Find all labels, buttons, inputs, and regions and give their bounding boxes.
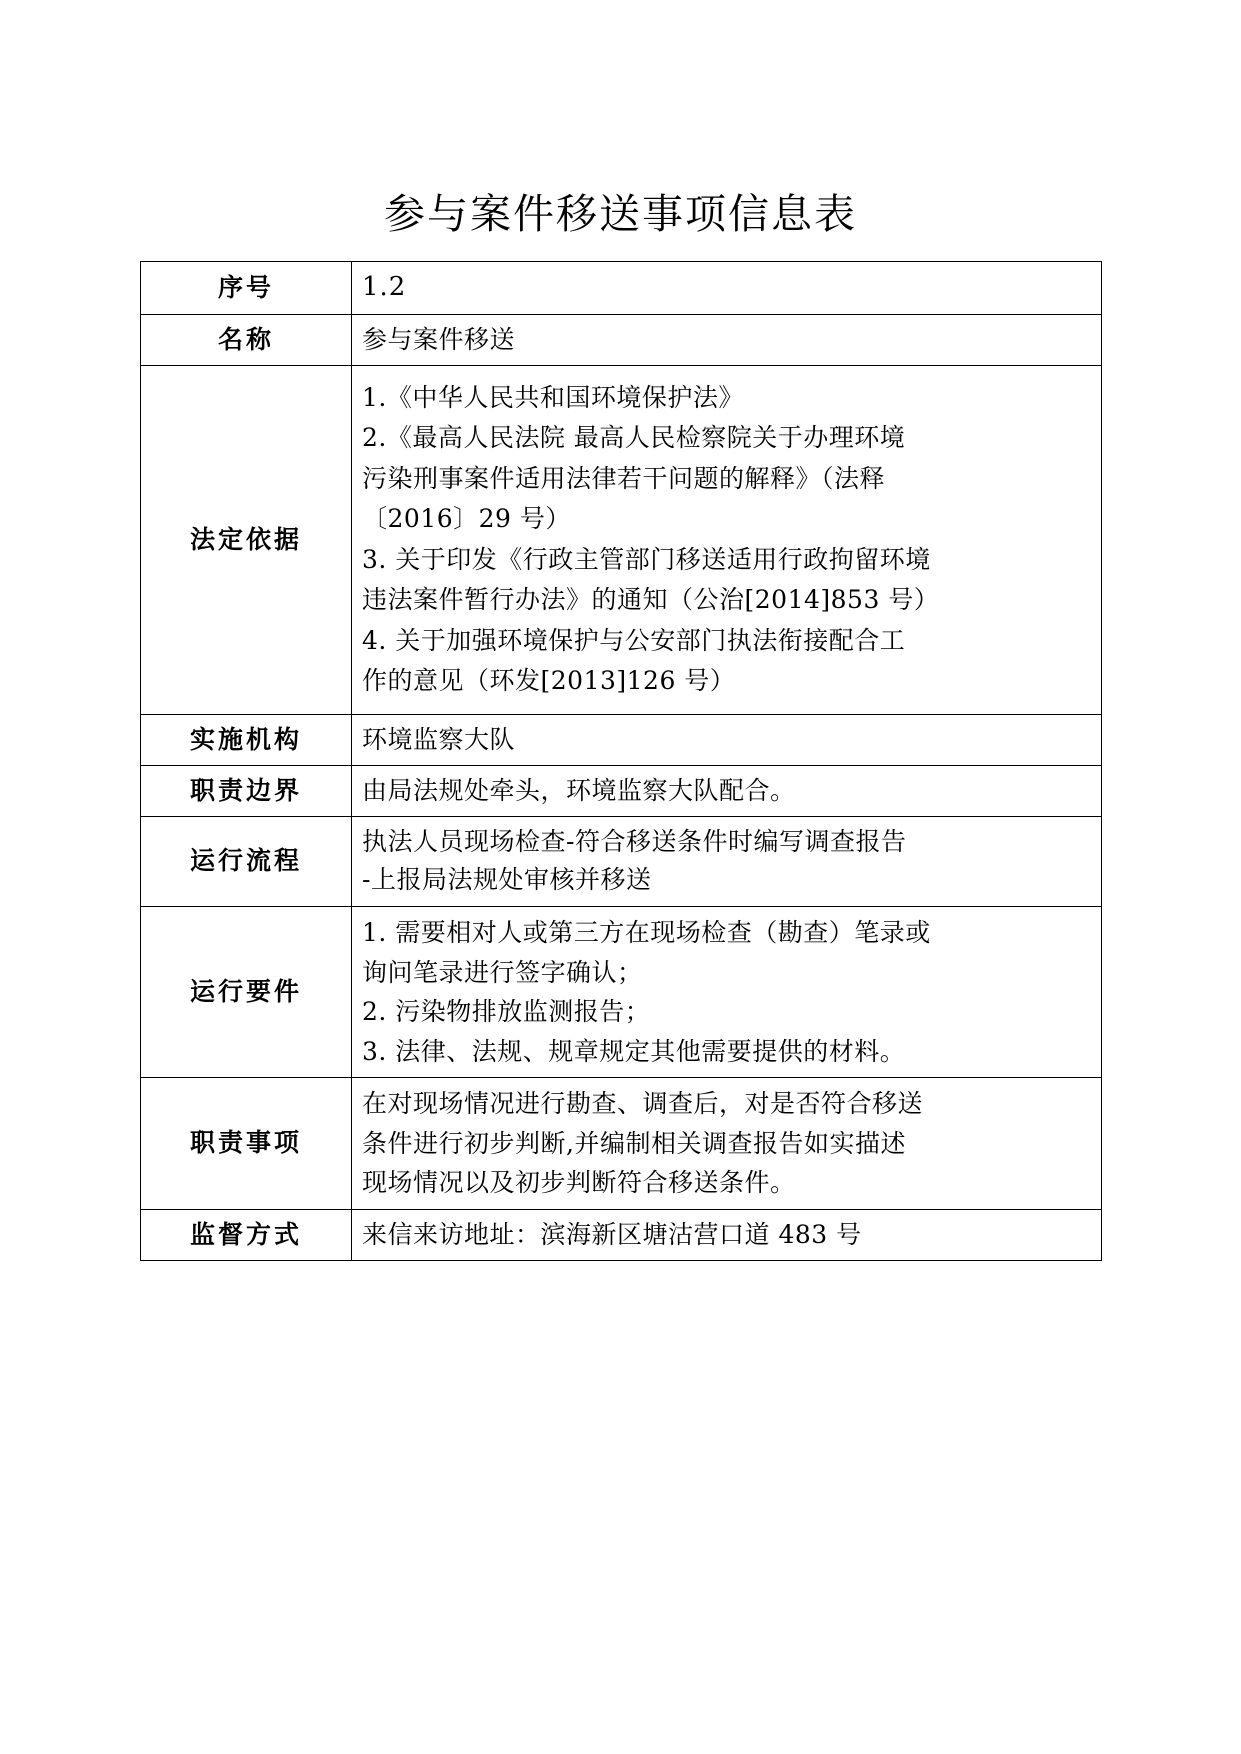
text-line: 违法案件暂行办法》的通知（公治[2014]853 号） — [362, 585, 940, 615]
row-label-name: 名称 — [141, 314, 352, 365]
row-label-supervision-method: 监督方式 — [141, 1209, 352, 1260]
text-line: 作的意见（环发[2013]126 号） — [362, 666, 736, 696]
text-line: 询问笔录进行签字确认； — [362, 957, 643, 987]
table-row — [141, 714, 1102, 765]
text-line: 污染刑事案件适用法律若干问题的解释》（法释 — [362, 463, 886, 493]
text-line: 1. 需要相对人或第三方在现场检查（勘查）笔录或 — [362, 918, 931, 948]
row-label-sequence: 序号 — [141, 262, 352, 315]
text-line: 现场情况以及初步判断符合移送条件。 — [362, 1168, 796, 1198]
row-label-duty-boundary: 职责边界 — [141, 765, 352, 816]
text-line: 3. 关于印发《行政主管部门移送适用行政拘留环境 — [362, 544, 931, 574]
case-transfer-info-table — [140, 261, 1102, 1261]
text-line: 执法人员现场检查-符合移送条件时编写调查报告 — [362, 826, 907, 856]
row-label-implementing-agency: 实施机构 — [141, 714, 352, 765]
row-value-implementing-agency — [352, 714, 1102, 765]
text-line: 由局法规处牵头，环境监察大队配合。 — [362, 775, 796, 805]
row-label-operation-requirements: 运行要件 — [141, 907, 352, 1078]
text-line: 1.《中华人民共和国环境保护法》 — [362, 382, 744, 412]
table-row — [141, 816, 1102, 907]
text-line: -上报局法规处审核并移送 — [362, 865, 652, 895]
text-line: 〔2016〕29 号） — [362, 504, 571, 534]
row-value-supervision-method — [352, 1209, 1102, 1260]
text-line: 在对现场情况进行勘查、调查后，对是否符合移送 — [362, 1089, 924, 1119]
row-value-sequence — [352, 262, 1102, 315]
text-line: 条件进行初步判断,并编制相关调查报告如实描述 — [362, 1128, 906, 1158]
text-line: 1.2 — [362, 272, 407, 303]
text-line: 4. 关于加强环境保护与公安部门执法衔接配合工 — [362, 625, 906, 655]
row-value-operation-flow — [352, 816, 1102, 907]
table-row — [141, 1078, 1102, 1210]
table-row — [141, 262, 1102, 315]
row-value-name — [352, 314, 1102, 365]
table-row — [141, 314, 1102, 365]
text-line: 环境监察大队 — [362, 724, 516, 754]
row-label-legal-basis: 法定依据 — [141, 365, 352, 714]
row-value-duty-items — [352, 1078, 1102, 1210]
table-row — [141, 907, 1102, 1078]
row-value-duty-boundary — [352, 765, 1102, 816]
table-row — [141, 765, 1102, 816]
table-row — [141, 1209, 1102, 1260]
row-label-duty-items: 职责事项 — [141, 1078, 352, 1210]
page-title: 参与案件移送事项信息表 — [384, 190, 857, 238]
text-line: 2. 污染物排放监测报告； — [362, 997, 651, 1027]
row-value-operation-requirements — [352, 907, 1102, 1078]
text-line: 2.《最高人民法院 最高人民检察院关于办理环境 — [362, 423, 906, 453]
text-line: 3. 法律、法规、规章规定其他需要提供的材料。 — [362, 1036, 906, 1066]
row-value-legal-basis — [352, 365, 1102, 714]
text-line: 来信来访地址：滨海新区塘沽营口道 483 号 — [362, 1219, 862, 1249]
text-line: 参与案件移送 — [362, 324, 516, 354]
row-label-operation-flow: 运行流程 — [141, 816, 352, 907]
table-row — [141, 365, 1102, 714]
